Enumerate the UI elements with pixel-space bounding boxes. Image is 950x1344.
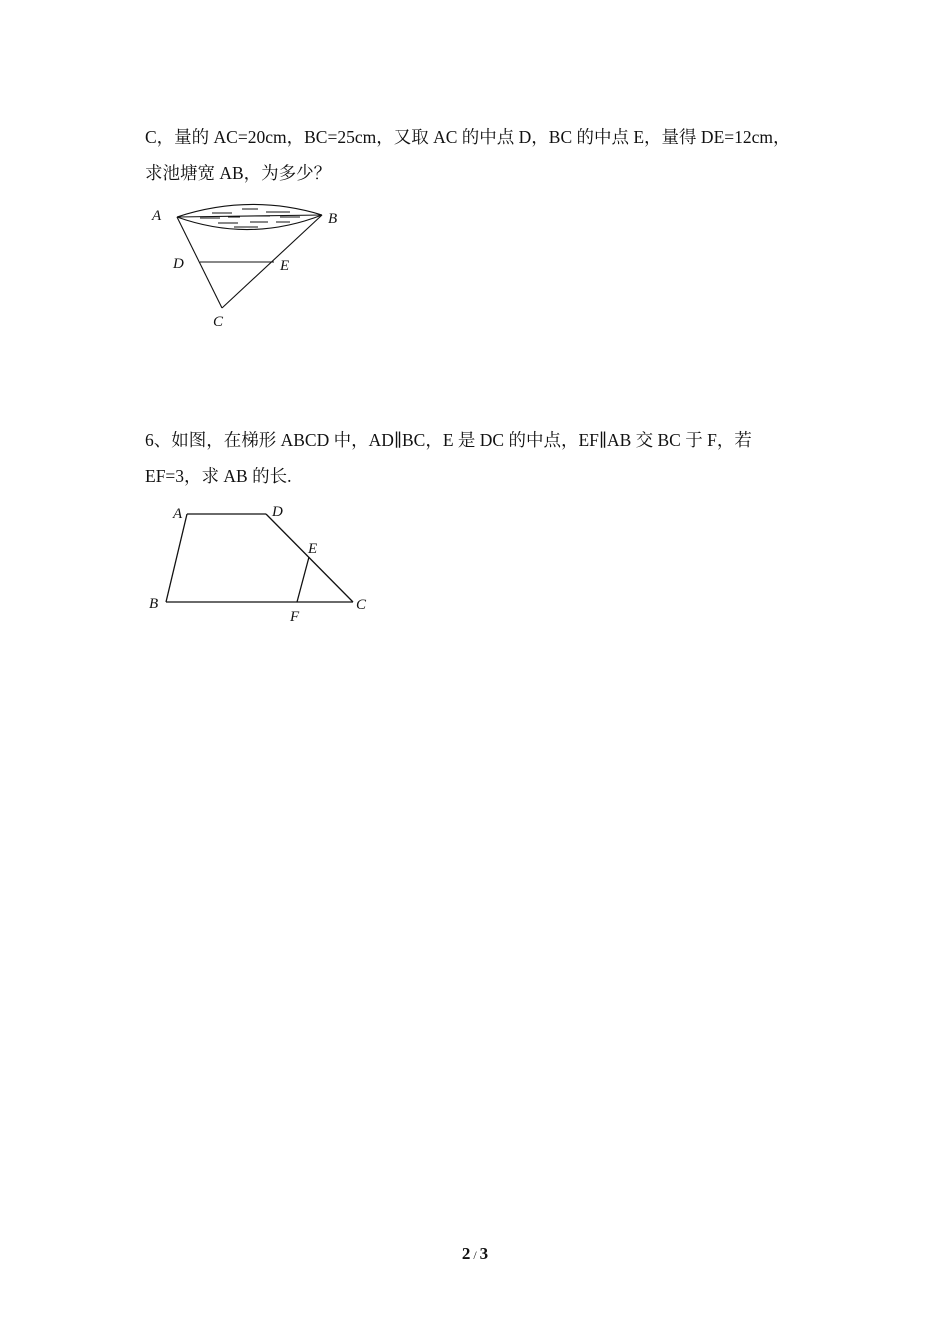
label-c: C xyxy=(213,314,224,330)
label-a: A xyxy=(173,506,183,522)
page-number xyxy=(0,1244,950,1265)
pond-hatching xyxy=(200,209,300,227)
current-page-number: 2 xyxy=(461,1244,471,1263)
pond-triangle-figure xyxy=(140,195,360,335)
segment-ef xyxy=(297,557,309,602)
question-6-text-line-2: EF=3，求 AB 的长. xyxy=(145,466,292,486)
label-d: D xyxy=(173,256,184,272)
label-b: B xyxy=(149,596,159,612)
segment-dc xyxy=(266,514,353,602)
segment-ab xyxy=(166,514,187,602)
label-b: B xyxy=(328,211,338,227)
label-a: A xyxy=(152,208,162,224)
total-pages-number: 3 xyxy=(479,1244,489,1263)
label-e: E xyxy=(308,541,318,557)
question-6-text-line-1: 6、如图，在梯形 ABCD 中，AD∥BC，E 是 DC 的中点，EF∥AB 交 BC 于 F，若 xyxy=(145,430,752,450)
question-5-text-line-2: 求池塘宽 AB，为多少？ xyxy=(145,163,332,183)
label-c: C xyxy=(356,597,367,613)
page-separator: / xyxy=(473,1248,477,1262)
label-d: D xyxy=(272,504,283,520)
question-5-text-line-1: C，量的 AC=20cm，BC=25cm，又取 AC 的中点 D，BC 的中点 E，量得 DE=12cm， xyxy=(145,127,791,147)
label-e: E xyxy=(280,258,290,274)
label-f: F xyxy=(290,609,300,625)
trapezoid-figure xyxy=(140,495,380,630)
